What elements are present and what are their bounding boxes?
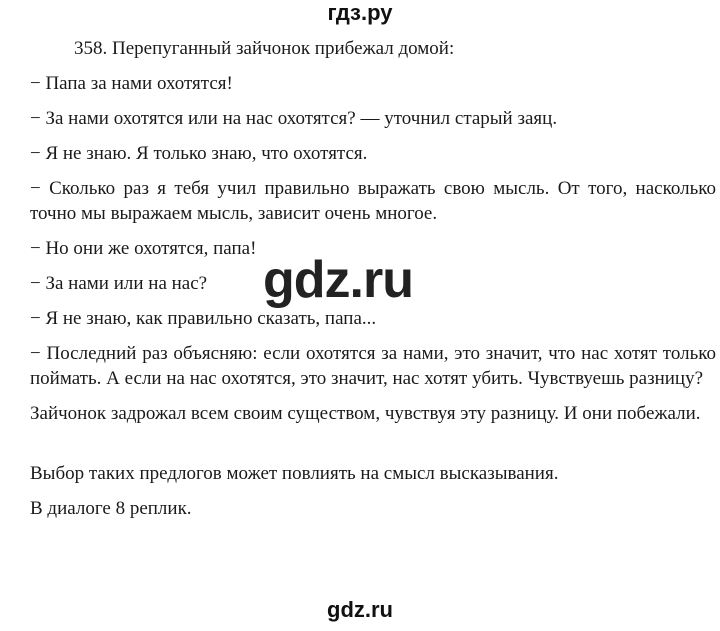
dialogue-line: − Папа за нами охотятся!	[30, 73, 233, 94]
dialogue-line: − За нами охотятся или на нас охотятся? — уточнил старый заяц.	[30, 108, 558, 129]
dialogue-line: − Я не знаю. Я только знаю, что охотятся.	[30, 143, 368, 164]
exercise-intro: 358. Перепуганный зайчонок прибежал домой:	[74, 38, 455, 59]
dialogue-line: − Но они же охотятся, папа!	[30, 238, 257, 259]
answer-line: В диалоге 8 реплик.	[30, 498, 192, 519]
site-header-title: гдз.ру	[327, 0, 393, 25]
dialogue-line: − Сколько раз я тебя учил правильно выражать свою мысль. От того, насколько точно мы выражаем мысль, зависит очень многое.	[30, 178, 716, 224]
narration-paragraph: Зайчонок задрожал всем своим существом, чувствуя эту разницу. И они побежали.	[30, 403, 701, 424]
dialogue-line: − Последний раз объясняю: если охотятся за нами, это значит, что нас хотят только поймать. А если на нас охотятся, это значит, нас хотят убить. Чувствуешь разницу?	[30, 343, 716, 389]
site-footer-title: gdz.ru	[327, 597, 393, 622]
spacer	[30, 436, 716, 461]
answer-line: Выбор таких предлогов может повлиять на смысл высказывания.	[30, 463, 559, 484]
exercise-text	[30, 36, 716, 531]
dialogue-line: − За нами или на нас?	[30, 273, 208, 294]
dialogue-line: − Я не знаю, как правильно сказать, папа...	[30, 308, 377, 329]
watermark-text: gdz.ru	[263, 251, 413, 309]
